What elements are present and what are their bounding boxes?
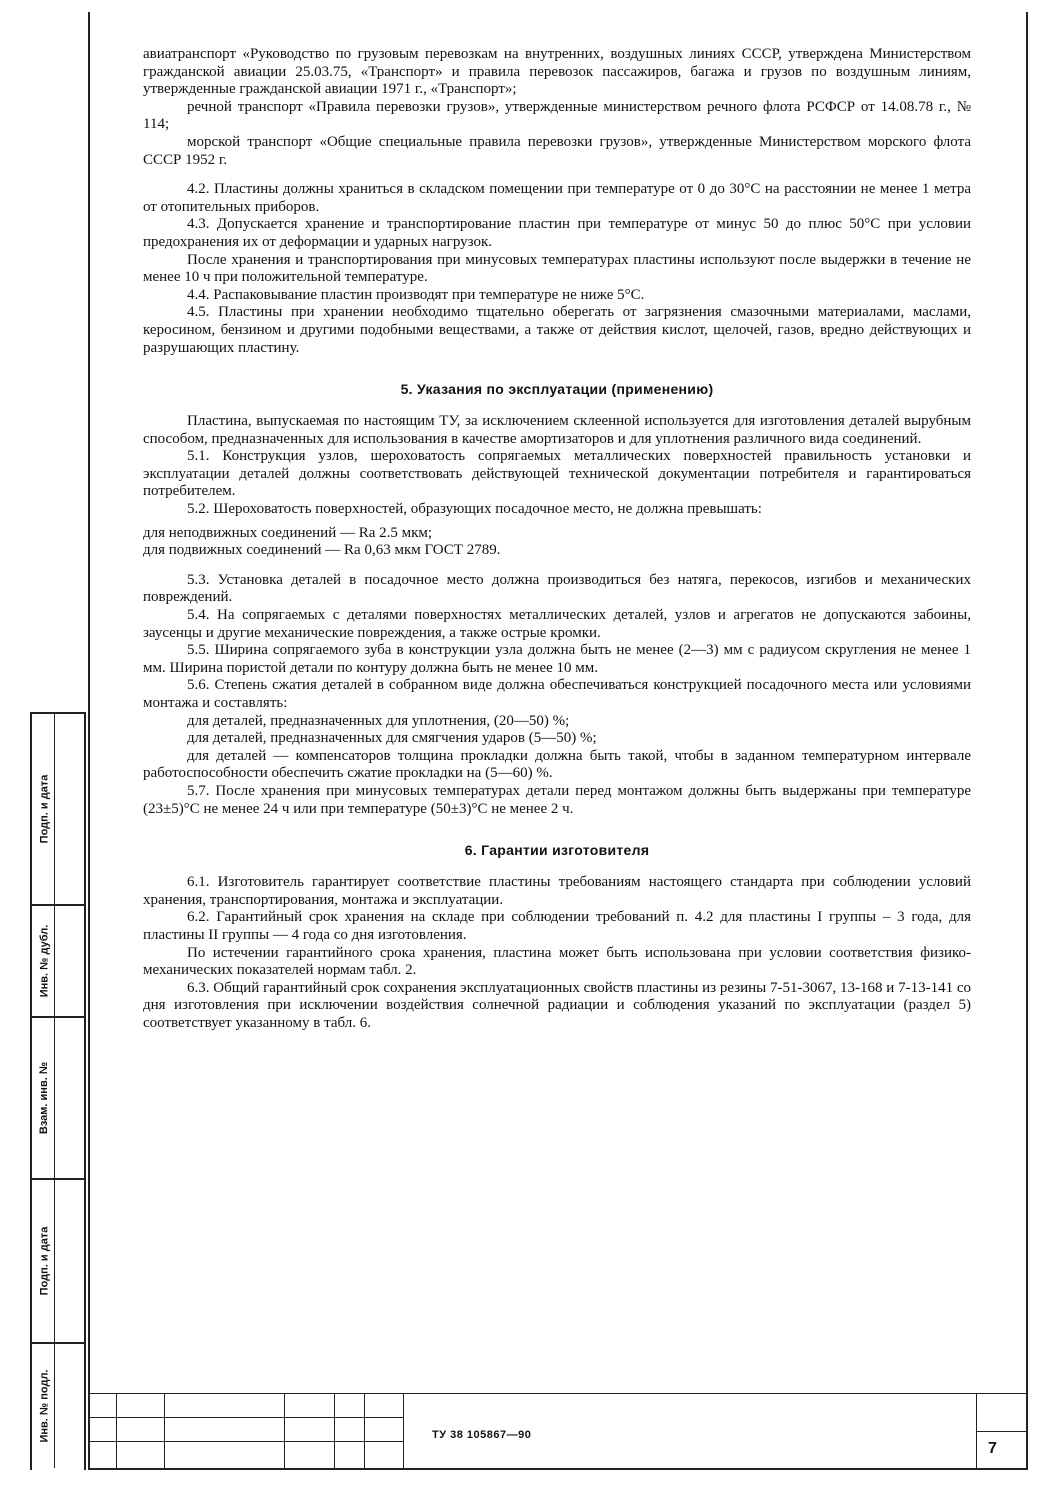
paragraph: По истечении гарантийного срока хранения, пластина может быть использована при условии соответствия физико-механических показателей нормам табл. 2. — [143, 944, 971, 979]
clause-6-2: 6.2. Гарантийный срок хранения на складе при соблюдении требований п. 4.2 для пластины I группы – 3 года, для пластины II группы — 4 года со дня изготовления. — [143, 909, 971, 943]
clause-4-5: 4.5. Пластины при хранении необходимо тщательно оберегать от загрязнения смазочными материалами, маслами, керосином, бензином и другими подобными веществами, а также от действия кислот, щелочей, газов, вредно действующих и разрушающих пластину. — [143, 304, 971, 356]
clause-4-2: 4.2. Пластины должны храниться в складском помещении при температуре от 0 до 30°С на расстоянии не менее 1 метра от отопительных приборов. — [143, 181, 971, 215]
clause-5-4: 5.4. На сопрягаемых с деталями поверхностях металлических деталей, узлов и агрегатов не допускаются забоины, заусенцы и другие механические повреждения, а также острые кромки. — [143, 607, 971, 641]
clause-5-1: 5.1. Конструкция узлов, шероховатость сопрягаемых металлических поверхностей правильность установки и эксплуатации деталей должны соответствовать действующей технической документации потребителя и гарантироваться потребителем. — [143, 448, 971, 500]
stamp-cell — [32, 1344, 84, 1468]
clause-6-3: 6.3. Общий гарантийный срок сохранения эксплуатационных свойств пластины из резины 7-51-3067, 13-168 и 7-13-141 со дня изготовления при исключении воздействия солнечной радиации и соблюдения указаний по эксплуатации (раздел 5) соответствует указанному в табл. 6. — [143, 979, 971, 1031]
clause-5-6: 5.6. Степень сжатия деталей в собранном виде должна обеспечиваться конструкцией посадочного места или условиями монтажа и составлять: — [143, 677, 971, 711]
clause-4-4: 4.4. Распаковывание пластин производят при температуре не ниже 5°С. — [187, 286, 645, 303]
title-block — [88, 1393, 1026, 1468]
stamp-cell — [32, 1180, 84, 1344]
list-item: для деталей, предназначенных для уплотнения, (20—50) %; — [187, 712, 570, 729]
clause-5-3: 5.3. Установка деталей в посадочное место должна производиться без натяга, перекосов, изгибов и механических повреждений. — [143, 571, 971, 606]
paragraph: Пластина, выпускаемая по настоящим ТУ, за исключением склеенной используется для изготовления деталей вырубным способом, предназначенных для использования в качестве амортизаторов и для уплотнения различного вида соединений. — [143, 413, 971, 447]
page-number: 7 — [988, 1440, 997, 1457]
section-6-heading: 6. Гарантии изготовителя — [464, 842, 650, 859]
stamp-label: Инв. № подл. — [38, 1369, 50, 1443]
list-item: для неподвижных соединений — Ra 2.5 мкм; — [143, 524, 433, 541]
clause-5-7: 5.7. После хранения при минусовых температурах детали перед монтажом должны быть выдержаны при температуре (23±5)°С не менее 24 ч или при температуре (50±3)°С не менее 2 ч. — [143, 782, 971, 817]
stamp-cell — [32, 714, 84, 906]
stamp-cell — [32, 906, 84, 1018]
stamp-label: Взам. инв. № — [38, 1061, 50, 1135]
paragraph: речной транспорт «Правила перевозки грузов», утвержденные министерством речного флота РСФСР от 14.08.78 г., № 114; — [143, 98, 971, 133]
stamp-column — [30, 712, 86, 1470]
paragraph: морской транспорт «Общие специальные правила перевозки грузов», утвержденные Министерством морского флота СССР 1952 г. — [143, 133, 971, 168]
section-5-heading: 5. Указания по эксплуатации (применению) — [400, 381, 714, 398]
clause-5-2: 5.2. Шероховатость поверхностей, образующих посадочное место, не должна превышать: — [187, 501, 762, 518]
clause-4-3: 4.3. Допускается хранение и транспортирование пластин при температуре от минус 50 до плюс 50°С при условии предохранения их от деформации и ударных нагрузок. — [143, 216, 971, 250]
list-item: для подвижных соединений — Ra 0,63 мкм ГОСТ 2789. — [143, 542, 501, 559]
document-body — [143, 46, 971, 1033]
paragraph: авиатранспорт «Руководство по грузовым перевозкам на внутренних, воздушных линиях СССР, утверждена Министерством гражданской авиации 25.03.75, «Транспорт» и правила перевозок пассажиров, багажа и грузов по воздушным линиям, утвержденные гражданской авиации 1971 г., «Транспорт»; — [143, 46, 971, 98]
clause-6-1: 6.1. Изготовитель гарантирует соответствие пластины требованиям настоящего стандарта при соблюдении условий хранения, транспортирования, монтажа и эксплуатации. — [143, 874, 971, 908]
clause-5-5: 5.5. Ширина сопрягаемого зуба в конструкции узла должна быть не менее (2—3) мм с радиусом скругления не менее 1 мм. Ширина пористой детали по контуру должна быть не менее 10 мм. — [143, 642, 971, 676]
stamp-label: Инв. № дубл. — [38, 924, 51, 998]
list-item: для деталей, предназначенных для смягчения ударов (5—50) %; — [187, 730, 597, 747]
stamp-label: Подп. и дата — [38, 1226, 50, 1296]
paragraph: После хранения и транспортирования при минусовых температурах пластины используют после выдержки в течение не менее 10 ч при положительной температуре. — [143, 251, 971, 286]
stamp-label: Подп. и дата — [38, 774, 50, 844]
list-item: для деталей — компенсаторов толщина прокладки должна быть такой, чтобы в заданном температурном интервале работоспособности обеспечить сжатие прокладки на (5—60) %. — [143, 747, 971, 782]
stamp-cell — [32, 1018, 84, 1180]
document-number: ТУ 38 105867—90 — [432, 1429, 532, 1441]
